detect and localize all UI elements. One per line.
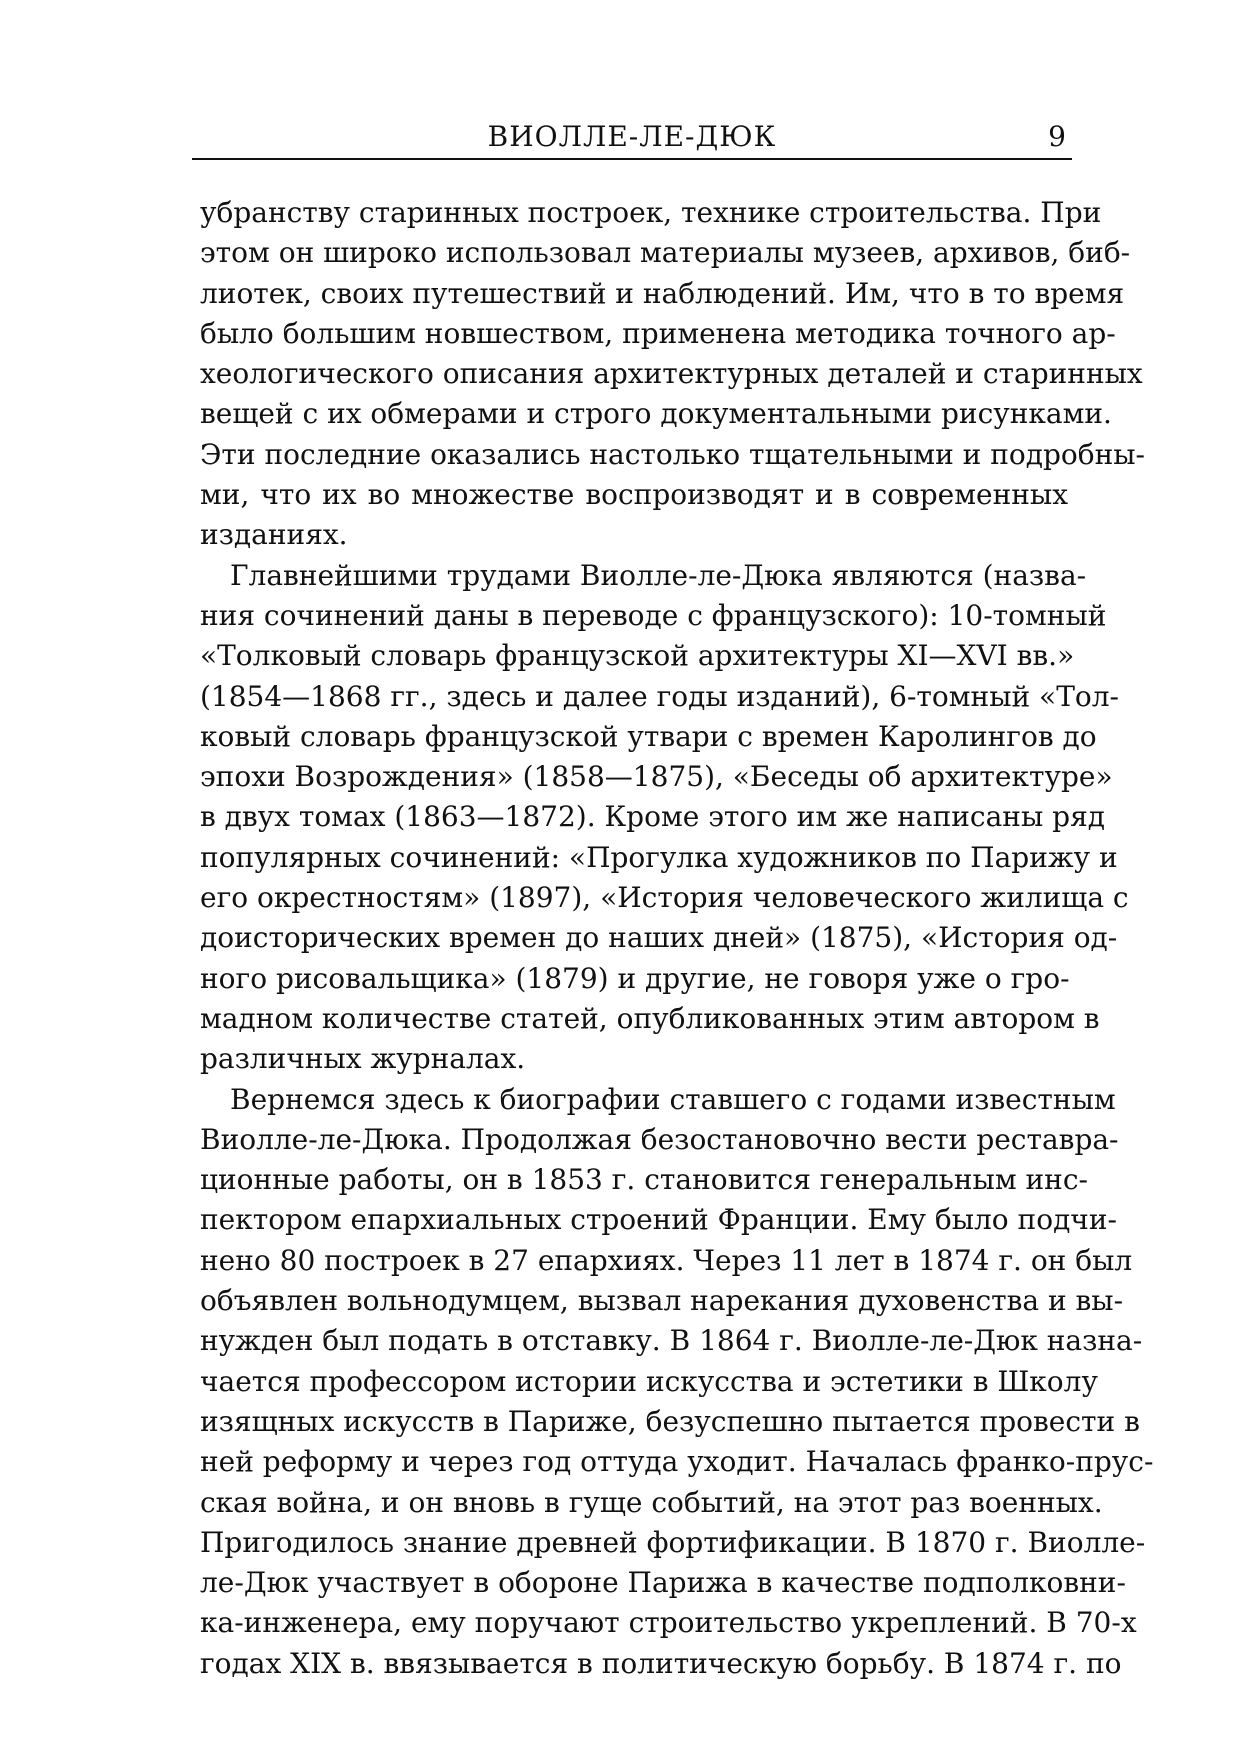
text-line: ния сочинений даны в переводе с французского): 10-томный <box>200 598 1107 632</box>
text-line: ного рисовальщика» (1879) и другие, не говоря уже о гро- <box>200 961 1070 995</box>
text-line: Главнейшими трудами Виолле-ле-Дюка являются (назва- <box>230 558 1087 592</box>
text-line: нужден был подать в отставку. В 1864 г. Виолле-ле-Дюк назна- <box>200 1324 1143 1358</box>
text-line: эпохи Возрождения» (1858—1875), «Беседы об архитектуре» <box>200 760 1113 794</box>
text-line: пектором епархиальных строений Франции. Ему было подчи- <box>200 1203 1117 1237</box>
text-line: ская война, и он вновь в гуще событий, на этот раз военных. <box>200 1485 1103 1519</box>
page-number: 9 <box>1048 120 1066 153</box>
paragraph <box>200 1080 1154 1684</box>
text-line: его окрестностям» (1897), «История человеческого жилища с <box>200 881 1129 915</box>
text-line: Пригодилось знание древней фортификации. В 1870 г. Виолле- <box>200 1525 1146 1559</box>
text-line: было большим новшеством, применена методика точного ар- <box>200 316 1116 350</box>
body-text <box>200 193 1154 1684</box>
paragraph <box>200 556 1129 1080</box>
text-line: «Толковый словарь французской архитектуры XI—XVI вв.» <box>200 639 1075 673</box>
text-line: годах XIX в. ввязывается в политическую борьбу. В 1874 г. по <box>200 1646 1122 1680</box>
text-line: Вернемся здесь к биографии ставшего с годами известным <box>230 1082 1116 1116</box>
text-line: убранству старинных построек, технике строительства. При <box>200 196 1102 229</box>
text-line: объявлен вольнодумцем, вызвал нарекания духовенства и вы- <box>200 1284 1124 1318</box>
text-line: ней реформу и через год оттуда уходит. Началась франко-прус- <box>200 1445 1154 1479</box>
text-line: нено 80 построек в 27 епархиях. Через 11 лет в 1874 г. он был <box>200 1243 1133 1277</box>
running-head <box>192 118 1072 160</box>
text-line: ковый словарь французской утвари с времен Каролингов до <box>200 719 1097 753</box>
running-title: ВИОЛЛЕ-ЛЕ-ДЮК <box>487 120 777 153</box>
paragraph <box>200 193 1145 556</box>
text-line: ка-инженера, ему поручают строительство укреплений. В 70-х <box>200 1606 1137 1640</box>
text-line: ционные работы, он в 1853 г. становится генеральным инс- <box>200 1163 1088 1197</box>
text-line: различных журналах. <box>200 1042 526 1076</box>
text-line: изящных искусств в Париже, безуспешно пытается провести в <box>200 1404 1140 1438</box>
text-line: в двух томах (1863—1872). Кроме этого им же написаны ряд <box>200 800 1105 834</box>
text-line: Эти последние оказались настолько тщательными и подробны- <box>200 437 1145 471</box>
text-line: мадном количестве статей, опубликованных этим автором в <box>200 1001 1100 1035</box>
text-line: вещей с их обмерами и строго документальными рисунками. <box>200 397 1112 431</box>
text-line: этом он широко использовал материалы музеев, архивов, биб- <box>200 236 1131 270</box>
text-line: популярных сочинений: «Прогулка художников по Парижу и <box>200 840 1118 874</box>
text-line: чается профессором истории искусства и эстетики в Школу <box>200 1364 1098 1398</box>
text-line: лиотек, своих путешествий и наблюдений. Им, что в то время <box>200 276 1125 310</box>
text-line: ми, что их во множестве воспроизводят и в современных <box>200 478 1068 512</box>
text-line: ле-Дюк участвует в обороне Парижа в качестве подполковни- <box>200 1566 1126 1600</box>
text-line: Виолле-ле-Дюка. Продолжая безостановочно вести реставра- <box>200 1122 1119 1156</box>
text-line: изданиях. <box>200 518 348 552</box>
text-line: доисторических времен до наших дней» (1875), «История од- <box>200 921 1118 955</box>
text-line: хеологического описания архитектурных деталей и старинных <box>200 357 1143 391</box>
text-line: (1854—1868 гг., здесь и далее годы изданий), 6-томный «Тол- <box>200 679 1119 713</box>
